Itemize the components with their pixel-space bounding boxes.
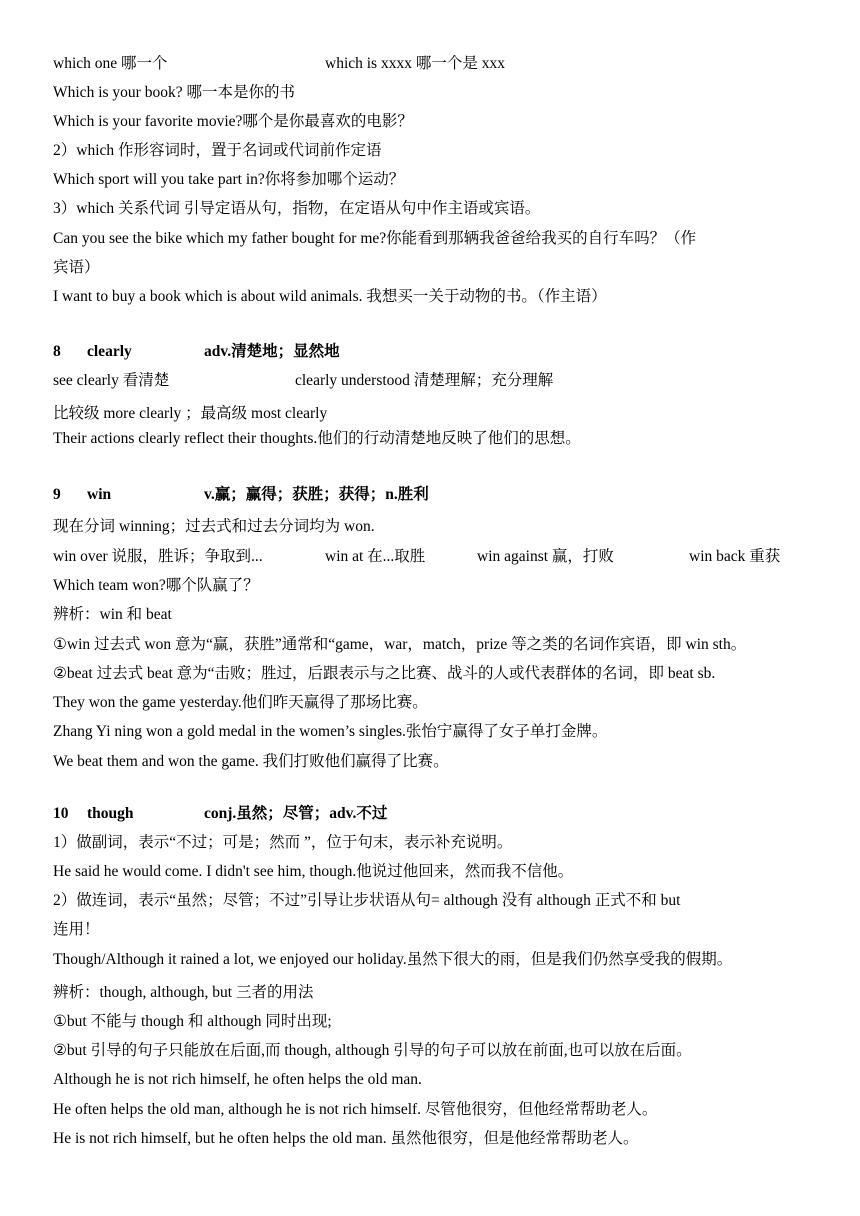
vocab-word: win [87,486,112,503]
text-line: 2）which 作形容词时，置于名词或代词前作定语 [53,142,382,159]
text-line: We beat them and won the game. 我们打败他们赢得了比赛。 [53,753,449,770]
text-line: 1）做副词，表示“不过；可是；然而 ”，位于句末，表示补充说明。 [53,834,513,851]
text-line: Which is your favorite movie?哪个是你最喜欢的电影？ [53,113,413,130]
text-line: He is not rich himself, but he often helps the old man. 虽然他很穷，但是他经常帮助老人。 [53,1130,639,1147]
text-line: Though/Although it rained a lot, we enjoyed our holiday.虽然下很大的雨，但是我们仍然享受我的假期。 [53,951,733,968]
text-segment: see clearly 看清楚 [53,372,170,389]
text-line: Zhang Yi ning won a gold medal in the women’s singles.张怡宁赢得了女子单打金牌。 [53,723,608,740]
text-segment: clearly understood 清楚理解；充分理解 [295,372,554,389]
text-line: 辨析：though, although, but 三者的用法 [53,984,314,1001]
text-line: Which is your book? 哪一本是你的书 [53,84,295,101]
vocab-number: 8 [53,343,61,360]
text-line: Which team won?哪个队赢了？ [53,577,259,594]
text-line: ②but 引导的句子只能放在后面,而 though, although 引导的句子可以放在前面,也可以放在后面。 [53,1042,692,1059]
vocab-number: 10 [53,805,69,822]
text-line: Can you see the bike which my father bought for me?你能看到那辆我爸爸给我买的自行车吗？（作 [53,230,697,247]
vocab-number: 9 [53,486,61,503]
text-line: Which sport will you take part in?你将参加哪个运动？ [53,171,405,188]
vocab-word: though [87,805,134,822]
vocab-definition: v.赢；赢得；获胜；获得；n.胜利 [204,486,429,503]
text-line: 现在分词 winning；过去式和过去分词均为 won. [53,518,375,535]
text-segment: win at 在...取胜 [325,548,426,565]
text-line: 3）which 关系代词 引导定语从句，指物，在定语从句中作主语或宾语。 [53,200,541,217]
text-line: 2）做连词，表示“虽然；尽管；不过”引导让步状语从句= although 没有 although 正式不和 but [53,892,681,909]
text-line: ②beat 过去式 beat 意为“击败；胜过，后跟表示与之比赛、战斗的人或代表群体的名词，即 beat sb. [53,665,716,682]
text-line: He often helps the old man, although he is not rich himself. 尽管他很穷，但他经常帮助老人。 [53,1101,658,1118]
text-line: 比较级 more clearly ；最高级 most clearly [53,405,328,422]
text-line: ①but 不能与 though 和 although 同时出现; [53,1013,332,1030]
text-segment: which one 哪一个 [53,55,168,72]
text-line: Although he is not rich himself, he often helps the old man. [53,1071,422,1088]
text-segment: win back 重获 [689,548,781,565]
text-line: He said he would come. I didn't see him, though.他说过他回来，然而我不信他。 [53,863,574,880]
text-line: 辨析：win 和 beat [53,606,172,623]
text-line: They won the game yesterday.他们昨天赢得了那场比赛。 [53,694,428,711]
text-line: I want to buy a book which is about wild animals. 我想买一关于动物的书。（作主语） [53,288,607,305]
text-segment: which is xxxx 哪一个是 xxx [325,55,505,72]
text-line: ①win 过去式 won 意为“赢，获胜”通常和“game，war，match，prize 等之类的名词作宾语，即 win sth。 [53,636,747,653]
text-segment: win against 赢，打败 [477,548,614,565]
text-segment: win over 说服，胜诉；争取到... [53,548,263,565]
text-line: 连用！ [53,921,100,938]
text-line: Their actions clearly reflect their thoughts.他们的行动清楚地反映了他们的思想。 [53,430,581,447]
text-line: 宾语） [53,259,100,276]
vocab-definition: conj.虽然；尽管；adv.不过 [204,805,388,822]
vocab-word: clearly [87,343,132,360]
vocab-definition: adv.清楚地；显然地 [204,343,340,360]
